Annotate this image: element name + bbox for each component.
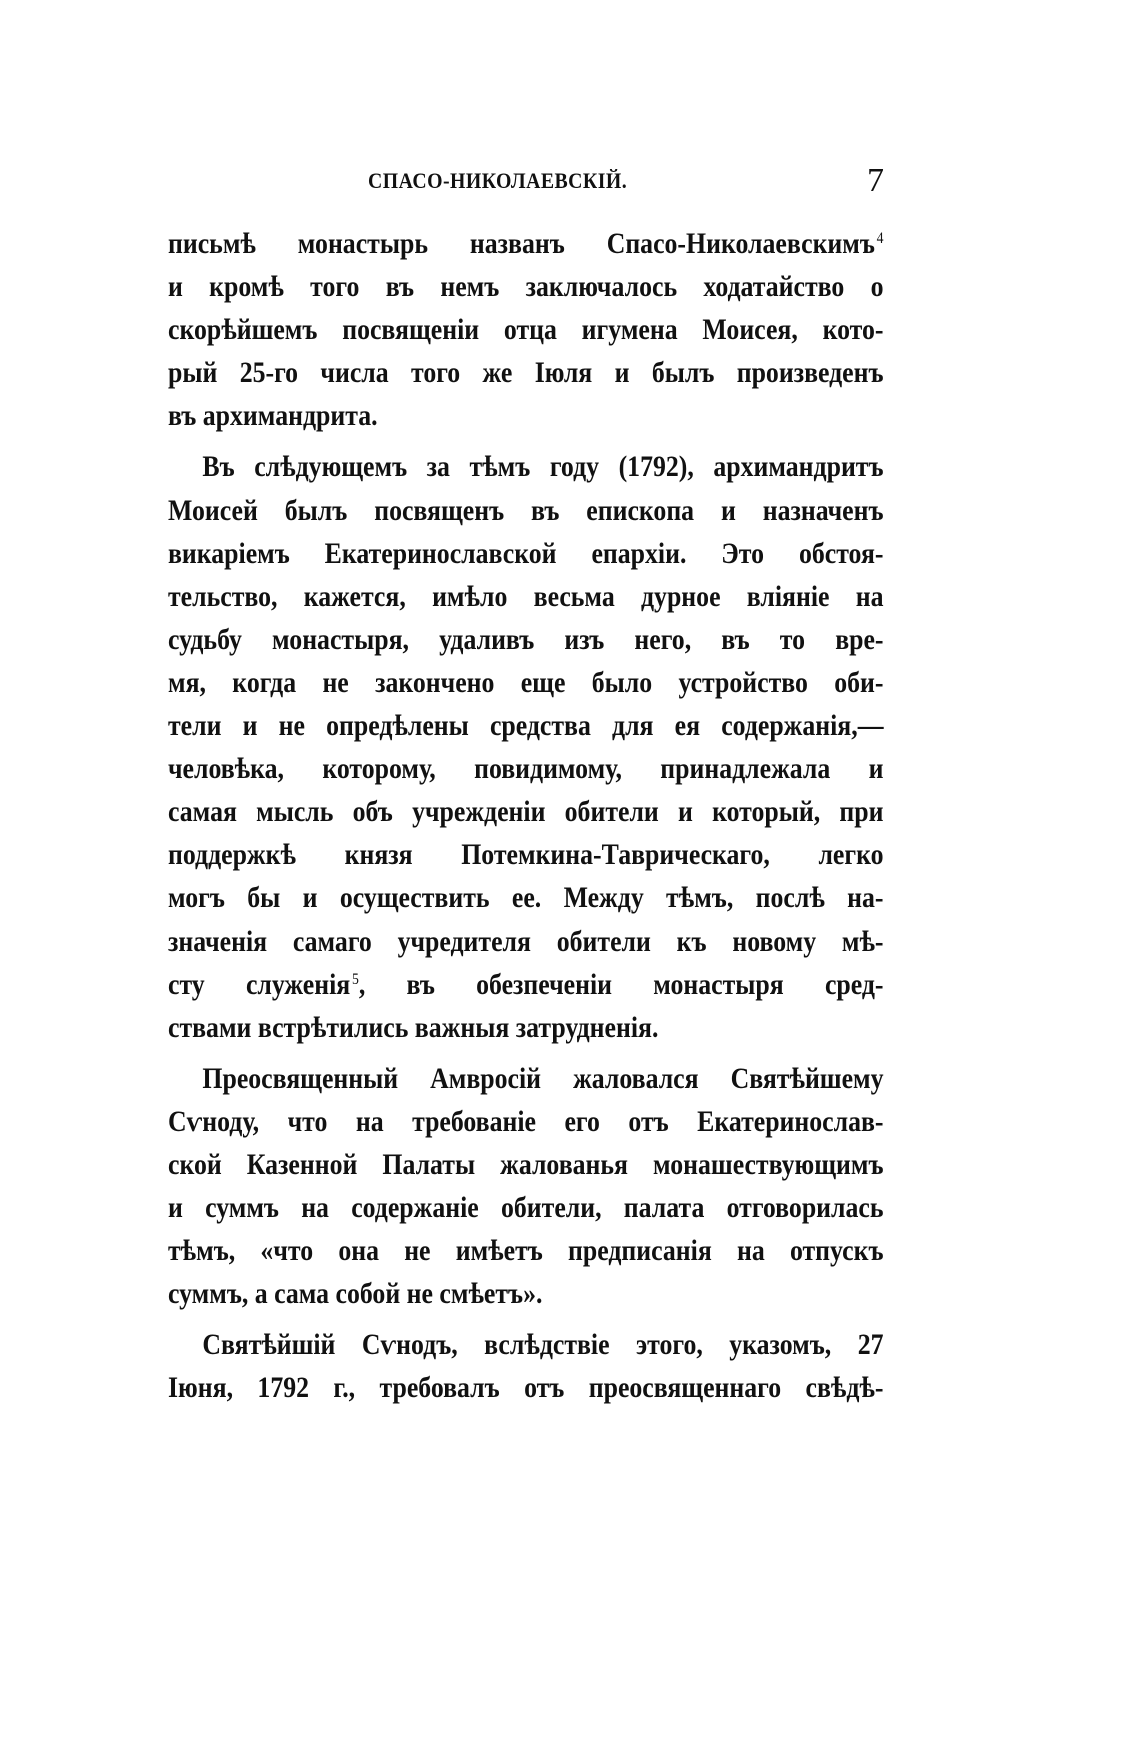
text-line: поддержкѣ князя Потемкина-Таврическаго, легко [168,838,884,872]
text-line: судьбу монастыря, удаливъ изъ него, въ то вре- [168,622,884,656]
running-head: СПАСО-НИКОЛАЕВСКІЙ. [368,168,628,193]
text-line: рый 25-го числа того же Іюля и былъ произведенъ [168,356,884,390]
text-line: ствами встрѣтились важныя затрудненія. [168,1010,659,1044]
text-line: Преосвященный Амвросій жаловался Святѣйшему [202,1061,884,1095]
text-line: Сѵноду, что на требованіе его отъ Екатеринослав- [168,1104,884,1138]
text-line: и суммъ на содержаніе обители, палата отговорилась [168,1191,884,1225]
text-line: человѣка, которому, повидимому, принадлежала и [168,752,884,786]
text-line: Святѣйшій Сѵнодъ, вслѣдствіе этого, указомъ, 27 [202,1328,884,1362]
footnote-marker: 4 [876,230,884,247]
text-line: тѣмъ, «что она не имѣетъ предписанія на отпускъ [168,1234,884,1268]
text-line: скорѣйшемъ посвященіи отца игумена Моисея, кото- [168,313,884,347]
text-line: суммъ, а сама собой не смѣетъ». [168,1277,543,1311]
text-line: въ архимандрита. [168,399,378,433]
text-line: и кромѣ того въ немъ заключалось ходатайство о [168,270,884,304]
page-header [168,162,884,202]
text-line: значенія самаго учредителя обители къ новому мѣ- [168,924,884,958]
text-line: письмѣ монастырь названъ Спасо-Николаевскимъ $^4$ [168,227,884,260]
text-line: самая мысль объ учрежденіи обители и который, при [168,795,884,829]
body-text [168,222,884,1410]
page-number: 7 [867,162,884,199]
footnote-marker: 5 [351,970,359,988]
text-line: тели и не опредѣлены средства для ея содержанія,— [168,709,884,743]
text-line: могъ бы и осуществить ее. Между тѣмъ, послѣ на- [168,881,884,915]
text-line: викаріемъ Екатеринославской епархіи. Это обстоя- [168,536,884,570]
text-line: тельство, кажется, имѣло весьма дурное вліяніе на [168,579,884,613]
text-line: мя, когда не закончено еще было устройство оби- [168,665,884,699]
text-line: Іюня, 1792 г., требовалъ отъ преосвященнаго свѣдѣ- [168,1371,884,1405]
text-line: ской Казенной Палаты жалованья монашествующимъ [168,1147,884,1181]
text-line: Въ слѣдующемъ за тѣмъ году (1792), архимандритъ [202,450,884,484]
text-line: сту служенія $^5$, въ обезпеченіи монастыря сред- [168,967,884,1001]
text-line: Моисей былъ посвященъ въ епископа и назначенъ [168,493,884,527]
